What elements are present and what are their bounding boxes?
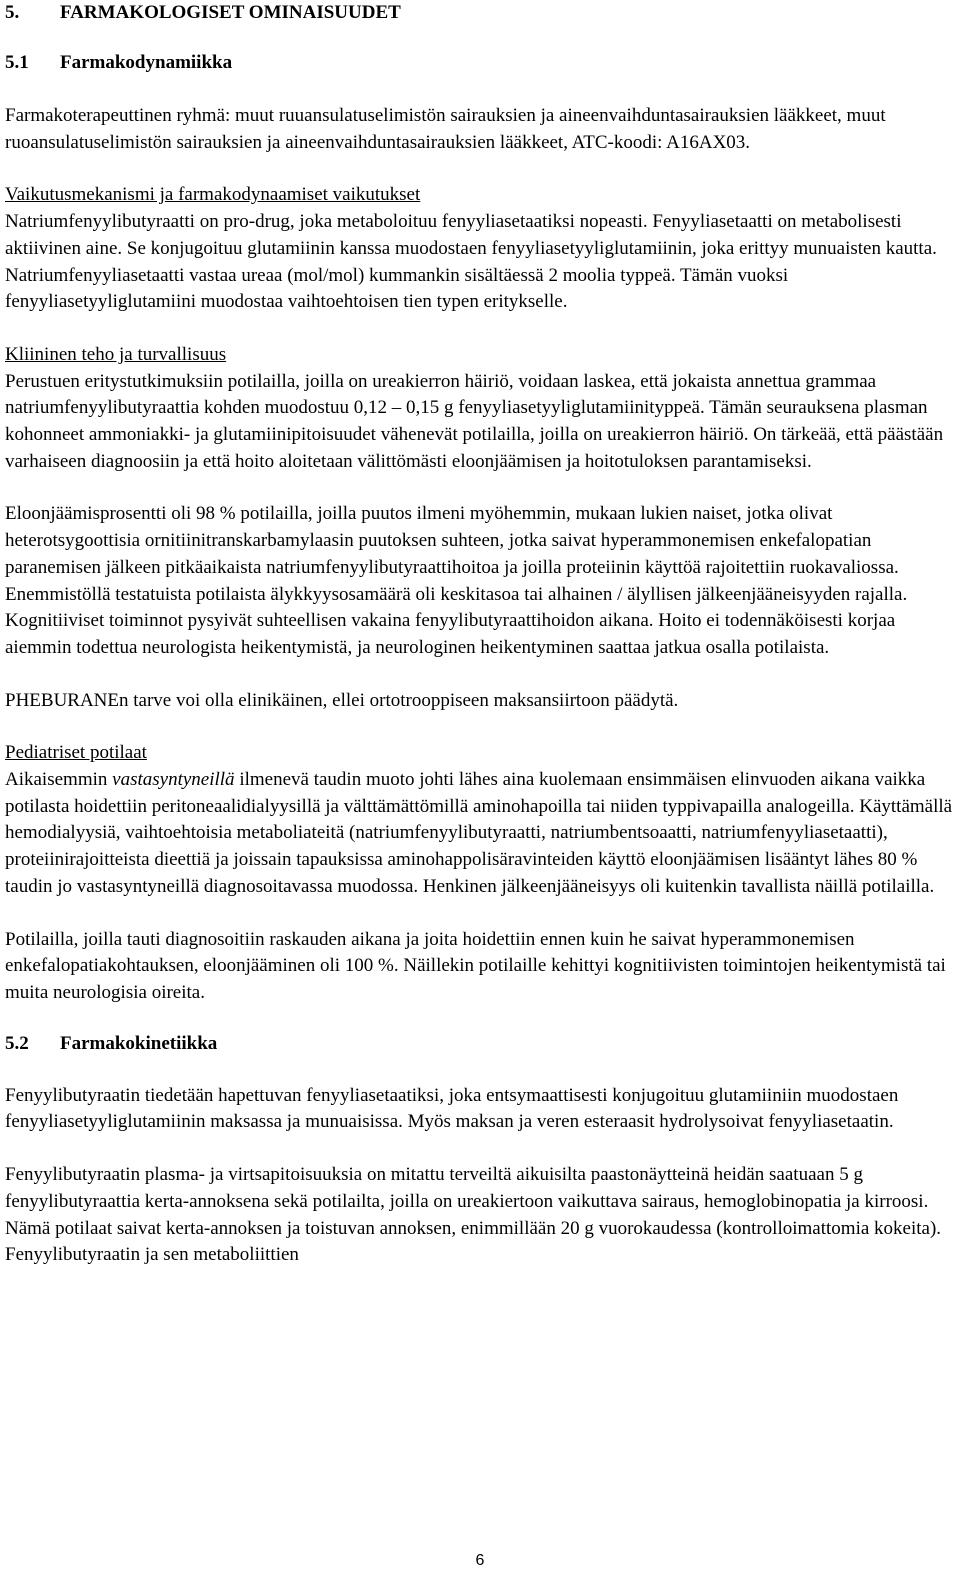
document-page bbox=[5, 0, 955, 1269]
lifelong-treatment-paragraph: PHEBURANEn tarve voi olla elinikäinen, ellei ortotrooppiseen maksansiirtoon päädytä. bbox=[5, 689, 679, 711]
page-number: 6 bbox=[475, 1552, 485, 1569]
pediatric-text-italic: vastasyntyneillä bbox=[112, 769, 235, 791]
section-5-heading bbox=[5, 0, 955, 28]
pharmacokinetics-paragraph-2: Fenyylibutyraatin plasma- ja virtsapitoisuuksia on mitattu terveiltä aikuisilta paastonäytteinä heidän saatuaan 5 g fenyylibutyraattia kerta-annoksena sekä potilailta, joilla on ureakiertoon vaikuttava sairaus, hemoglobinopatia ja kirroosi. Nämä potilaat saivat kerta-annoksen ja toistuvan annoksen, enimmillään 20 g vuorokaudessa (kontrolloimattomia kokeita). Fenyylibutyraatin ja sen metaboliittien bbox=[5, 1164, 942, 1266]
section-5-1-number: 5.1 bbox=[5, 52, 29, 73]
section-5-1-heading bbox=[5, 50, 955, 78]
section-5-2-number: 5.2 bbox=[5, 1032, 29, 1054]
mechanism-paragraph: Natriumfenyylibutyraatti on pro-drug, joka metaboloituu fenyyliasetaatiksi nopeasti. Fenyyliasetaatti on metabolisesti aktiivinen aine. Se konjugoituu glutamiinin kanssa muodostaen fenyyliasetyyliglutamiinin, joka erittyy munuaisten kautta. Natriumfenyyliasetaatti vastaa ureaa (mol/mol) kummankin sisältäessä 2 moolia typpeä. Tämän vuoksi fenyyliasetyyliglutamiini muodostaa vaihtoehtoisen tien typen eritykselle. bbox=[5, 211, 937, 313]
survival-paragraph: Eloonjäämisprosentti oli 98 % potilailla, joilla puutos ilmeni myöhemmin, mukaan lukien naiset, jotka olivat heterotsygoottisia ornitiinitranskarbamylaasin puutoksen suhteen, jotka saivat hyperammonemisen enkefalopatian paranemisen jälkeen pitkäaikaista natriumfenyylibutyraattihoitoa ja joilla proteiinin käyttöä rajoitettiin ruokavaliossa. Enemmistöllä testatuista potilaista älykkyysosamäärä oli keskitasoa tai alhainen / älyllisen jälkeenjääneisyyden rajalla. Kognitiiviset toiminnot pysyivät suhteellisen vakaina fenyylibutyraattihoidon aikana. Hoito ei todennäköisesti korjaa aiemmin todettua neurologista heikentymistä, ja neurologinen heikentyminen saattaa jatkua osalla potilaista. bbox=[5, 503, 908, 658]
clinical-efficacy-paragraph: Perustuen eritystutkimuksiin potilailla, joilla on ureakierron häiriö, voidaan laskea, että jokaista annettua grammaa natriumfenyylibutyraattia kohden muodostuu 0,12 – 0,15 g fenyyliasetyyliglutamiinityppeä. Tämän seurauksena plasman kohonneet ammoniakki- ja glutamiinipitoisuudet vähenevät potilailla, joilla on ureakierron häiriö. On tärkeää, että päästään varhaiseen diagnoosiin ja että hoito aloitetaan välittömästi eloonjäämisen ja hoitotuloksen parantamiseksi. bbox=[5, 370, 944, 472]
pediatric-paragraph bbox=[5, 767, 955, 901]
clinical-efficacy-subheading: Kliininen teho ja turvallisuus bbox=[5, 343, 227, 365]
pharmacotherapeutic-group-paragraph: Farmakoterapeuttinen ryhmä: muut ruuansulatuselimistön sairauksien ja aineenvaihduntasairauksien lääkkeet, muut ruoansulatuselimistön sairauksien ja aineenvaihduntasairauksien lääkkeet, ATC-koodi: A16AX03. bbox=[5, 105, 886, 153]
section-5-1-title: Farmakodynamiikka bbox=[60, 52, 233, 73]
section-5-2-heading bbox=[5, 1031, 955, 1059]
pediatric-text-start: Aikaisemmin bbox=[5, 769, 113, 791]
pregnancy-diagnosis-paragraph: Potilailla, joilla tauti diagnosoitiin raskauden aikana ja joita hoidettiin ennen kuin he saivat hyperammonemisen enkefalopatiakohtauksen, eloonjääminen oli 100 %. Näillekin potilaille kehittyi kognitiivisten toimintojen heikentymistä tai muita neurologisia oireita. bbox=[5, 928, 946, 1003]
section-5-2-title: Farmakokinetiikka bbox=[60, 1032, 218, 1054]
mechanism-subheading: Vaikutusmekanismi ja farmakodynaamiset vaikutukset bbox=[5, 184, 421, 206]
pediatric-subheading: Pediatriset potilaat bbox=[5, 742, 147, 764]
pediatric-text-rest: ilmenevä taudin muoto johti lähes aina kuolemaan ensimmäisen elinvuoden aikana vaikka potilasta hoidettiin peritoneaalidialyysillä ja välttämättömillä aminohapoilla tai niiden typpivapailla analogeilla. Käyttämällä hemodialyysiä, vaihtoehtoisia metaboliateitä (natriumfenyylibutyraatti, natriumbentsoaatti, natriumfenyyliasetaatti), proteiinirajoitteista dieettiä ja joissain tapauksissa aminohappolisäravinteiden käyttö eloonjäämisen lisääntyt lähes 80 % taudin jo vastasyntyneillä diagnosoitavassa muodossa. Henkinen jälkeenjääneisyys oli kuitenkin tavallista näillä potilailla. bbox=[5, 769, 953, 897]
section-5-title: FARMAKOLOGISET OMINAISUUDET bbox=[60, 2, 401, 23]
pharmacokinetics-paragraph-1: Fenyylibutyraatin tiedetään hapettuvan fenyyliasetaatiksi, joka entsymaattisesti konjugoituu glutamiiniin muodostaen fenyyliasetyyliglutamiinin maksassa ja munuaisissa. Myös maksan ja veren esteraasit hydrolysoivat fenyyliasetaatin. bbox=[5, 1084, 899, 1133]
section-5-number: 5. bbox=[5, 2, 20, 23]
